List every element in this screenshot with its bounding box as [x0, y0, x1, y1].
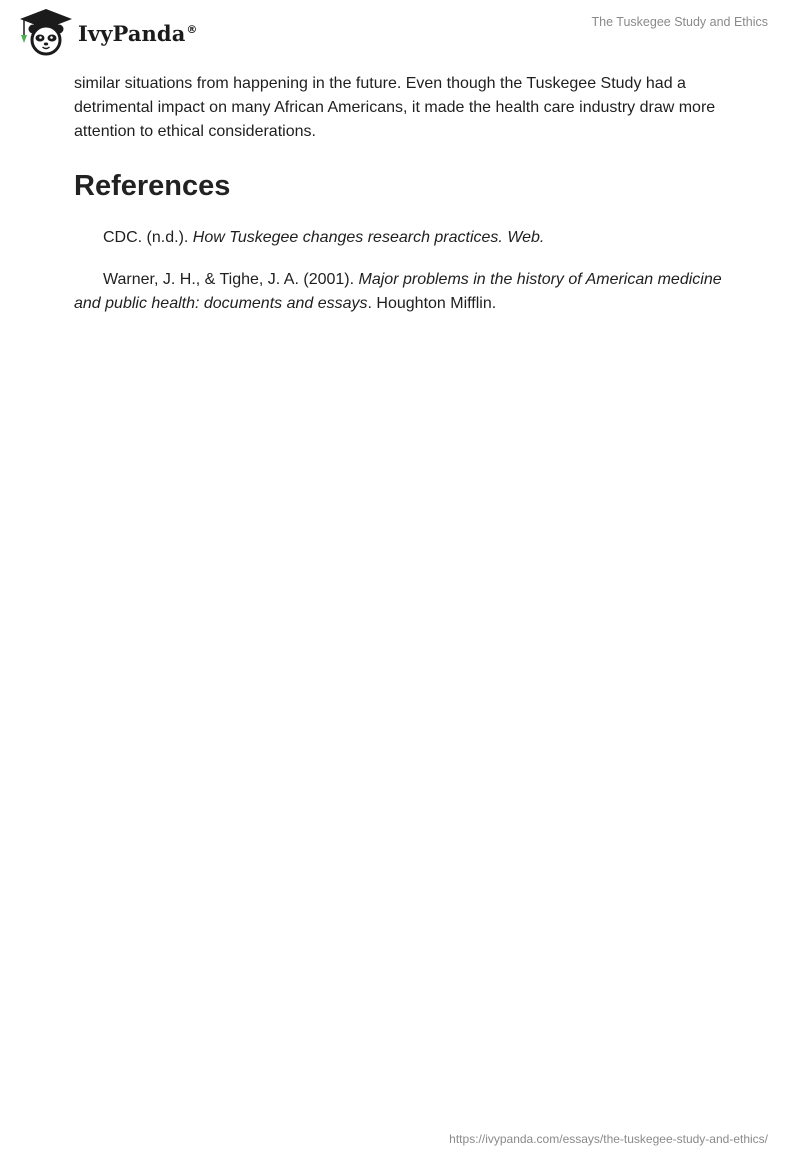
body-paragraph: similar situations from happening in the future. Even though the Tuskegee Study had a detrimental impact on many African Americans, it made the health care industry draw more attention to ethical considerations. [74, 75, 716, 140]
reference-title: Major problems in the history of American medicine and public health: documents and essays [74, 271, 722, 312]
references-heading: References [74, 170, 231, 202]
reference-title: How Tuskegee changes research practices. Web. [192, 229, 545, 246]
source-url[interactable]: https://ivypanda.com/essays/the-tuskegee-study-and-ethics/ [449, 1132, 768, 1146]
panda-graduate-icon [16, 7, 76, 57]
reference-authors: Warner, J. H., & Tighe, J. A. (2001). [103, 271, 359, 288]
registered-mark: ® [186, 22, 198, 36]
ivypanda-logo[interactable] [16, 7, 198, 57]
reference-publisher: . Houghton Mifflin. [367, 295, 497, 312]
page-header [0, 0, 800, 60]
reference-item [74, 268, 724, 316]
reference-authors: CDC. (n.d.). [103, 229, 193, 246]
document-body [74, 72, 724, 316]
logo-wordmark: IvyPanda® [78, 20, 198, 46]
document-title: The Tuskegee Study and Ethics [591, 15, 768, 29]
reference-item [74, 226, 724, 250]
